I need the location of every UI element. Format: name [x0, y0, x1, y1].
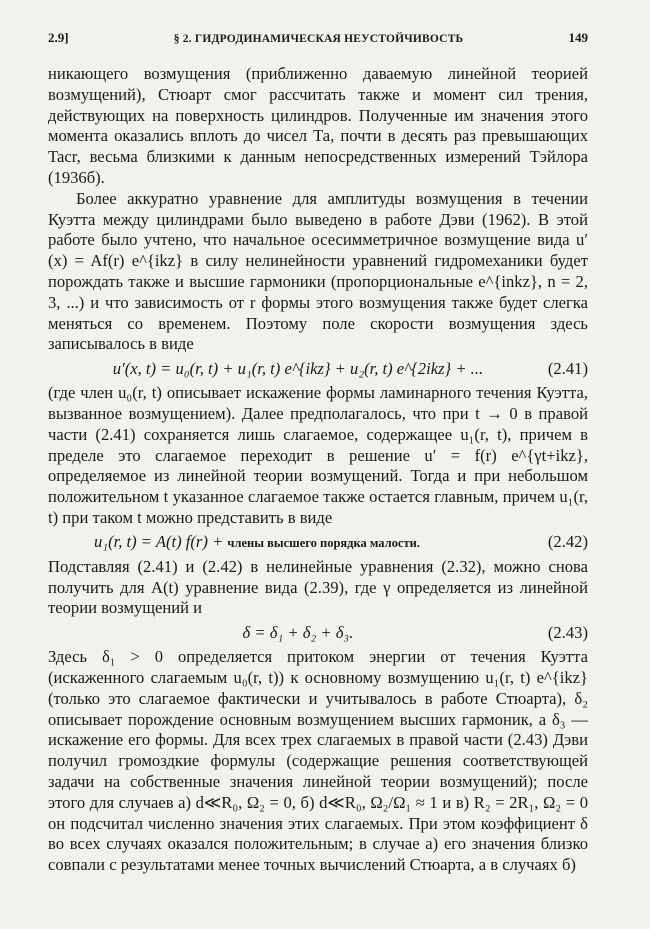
paragraph-4: Подставляя (2.41) и (2.42) в нелинейные уравнения (2.32), можно снова получить для A(t) уравнение вида (2.39), где γ определяется из линейной теории возмущений и [48, 556, 588, 618]
running-header [48, 30, 588, 64]
page-number: 149 [568, 30, 588, 45]
equation-label: (2.43) [547, 622, 588, 642]
paragraph-1: никающего возмущения (приближенно даваемую линейной теорией возмущений), Стюарт смог рассчитать также и момент сил трения, действующих на поверхность цилиндров. Полученные им значения этого момента оказались вплоть до чисел Та, почти в десять раз превышающих Taсr, весьма близкими к данным непосредственных измерений Тэйлора (1936б). [48, 64, 588, 187]
section-ref: 2.9] [48, 30, 69, 45]
equation-body: u′(x, t) = u₀(r, t) + u₁(r, t) e^{ikz} + u₂(r, t) e^{2ikz} + ... [112, 358, 484, 378]
paragraph-5: Здесь δ₁ > 0 определяется притоком энергии от течения Куэтта (искаженного слагаемым u₀(r, t)) к основному возмущению u₁(r, t) e^{ikz} (только это слагаемое фактически и учитывалось в работе Стюарта), δ₂ описывает порождение основным возмущением высших гармоник, а δ₃ — искажение его формы. Для всех трех слагаемых в правой части (2.43) Дэви получил громоздкие формулы (содержащие решения соответствующей задачи на собственные значения линейной теории возмущений); после этого для случаев а) d≪R₀, Ω₂ = 0, б) d≪R₀, Ω₂/Ω₁ ≈ 1 и в) R₂ = 2R₁, Ω₂ = 0 он подсчитал численно значения этих слагаемых. При этом коэффициент δ во всех случаях оказался положительным; в случае а) его значения близко совпали с результатами менее точных вычислений Стюарта, а в случаях б) [48, 647, 588, 875]
paragraph-2: Более аккуратно уравнение для амплитуды возмущения в течении Куэтта между цилиндрами было выведено в работе Дэви (1962). В этой работе было учтено, что начальное осесимметричное возмущение вида u′(x) = Af(r) e^{ikz} в силу нелинейности уравнений гидромеханики будет порождать также и высшие гармоники (пропорциональные e^{inkz}, n = 2, 3, ...) и что зависимость от r формы этого возмущения также будет слегка меняться со временем. Поэтому поле скорости возмущения здесь записывалось в виде [48, 188, 588, 354]
paragraph-3: (где член u₀(r, t) описывает искажение формы ламинарного течения Куэтта, вызванное возмущением). Далее предполагалось, что при t → 0 в правой части (2.41) сохраняется лишь слагаемое, содержащее u₁(r, t), причем в пределе это слагаемое переходит в решение u′ = f(r) e^{γt+ikz}, определяемое из линейной теории возмущений. Тогда и при небольшом положительном t указанное слагаемое также остается главным, причем u₁(r, t) при таком t можно представить в виде [48, 383, 588, 527]
running-title: § 2. ГИДРОДИНАМИЧЕСКАЯ НЕУСТОЙЧИВОСТЬ [173, 33, 464, 45]
equation-label: (2.41) [547, 358, 588, 378]
equation-tail: члены высшего порядка малости. [227, 535, 420, 550]
equation-label: (2.42) [547, 532, 588, 552]
equation-formula: u₁(r, t) = A(t) f(r) + [94, 531, 224, 551]
equation-body: δ = δ₁ + δ₂ + δ₃. [242, 622, 354, 642]
equation-2-43 [48, 619, 588, 647]
equation-2-42 [48, 529, 588, 557]
equation-body [48, 532, 548, 554]
equation-2-41 [48, 355, 588, 383]
